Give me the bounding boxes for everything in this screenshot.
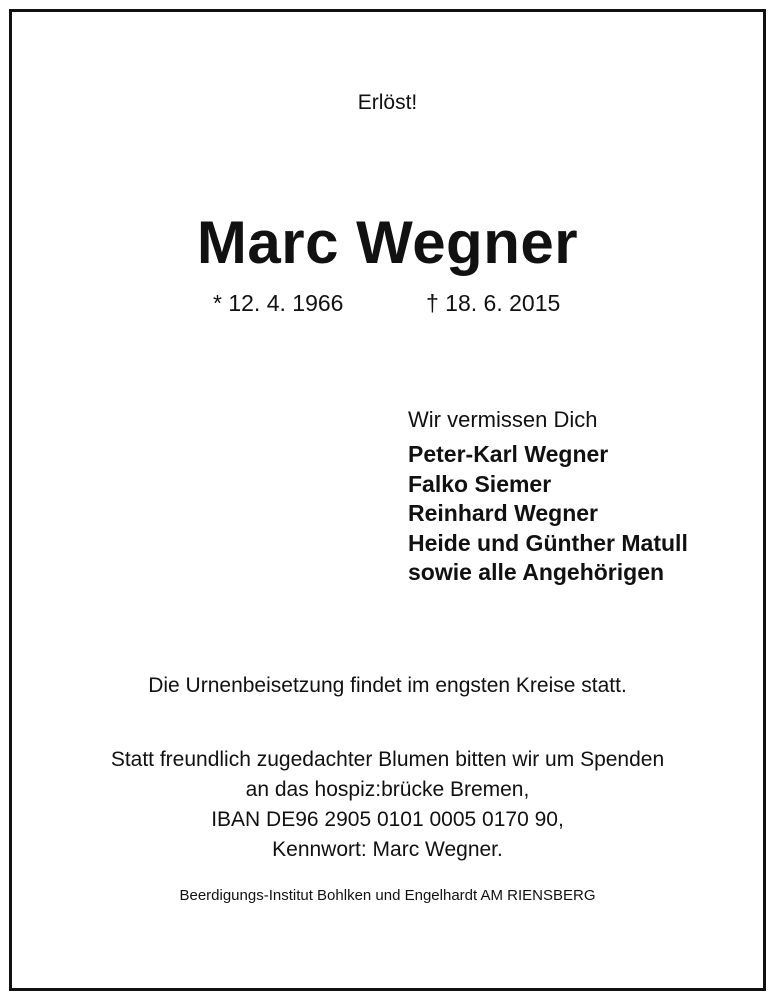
mourners-intro: Wir vermissen Dich — [408, 407, 598, 432]
mourners-block — [408, 406, 688, 588]
mourner-name: Heide und Günther Matull — [408, 529, 688, 556]
donation-line: Kennwort: Marc Wegner. — [272, 838, 503, 861]
mourners-list — [408, 440, 688, 588]
funeral-home: Beerdigungs-Institut Bohlken und Engelhardt AM RIENSBERG — [179, 887, 596, 904]
deceased-name: Marc Wegner — [196, 209, 579, 276]
donation-line: an das hospiz:brücke Bremen, — [245, 778, 530, 801]
mourner-name: Peter-Karl Wegner — [408, 441, 609, 467]
donation-line: IBAN DE96 2905 0101 0005 0170 90, — [211, 808, 564, 831]
headline: Erlöst! — [357, 91, 418, 114]
donation-line: Statt freundlich zugedachter Blumen bitten wir um Spenden — [110, 748, 665, 771]
death-date: † 18. 6. 2015 — [426, 290, 561, 316]
mourner-name: Falko Siemer — [408, 470, 552, 497]
mourner-name: Reinhard Wegner — [408, 500, 598, 526]
donation-block — [0, 745, 775, 865]
burial-note: Die Urnenbeisetzung findet im engsten Kreise statt. — [148, 674, 627, 697]
birth-date: * 12. 4. 1966 — [213, 290, 344, 316]
mourner-name: sowie alle Angehörigen — [408, 559, 665, 585]
